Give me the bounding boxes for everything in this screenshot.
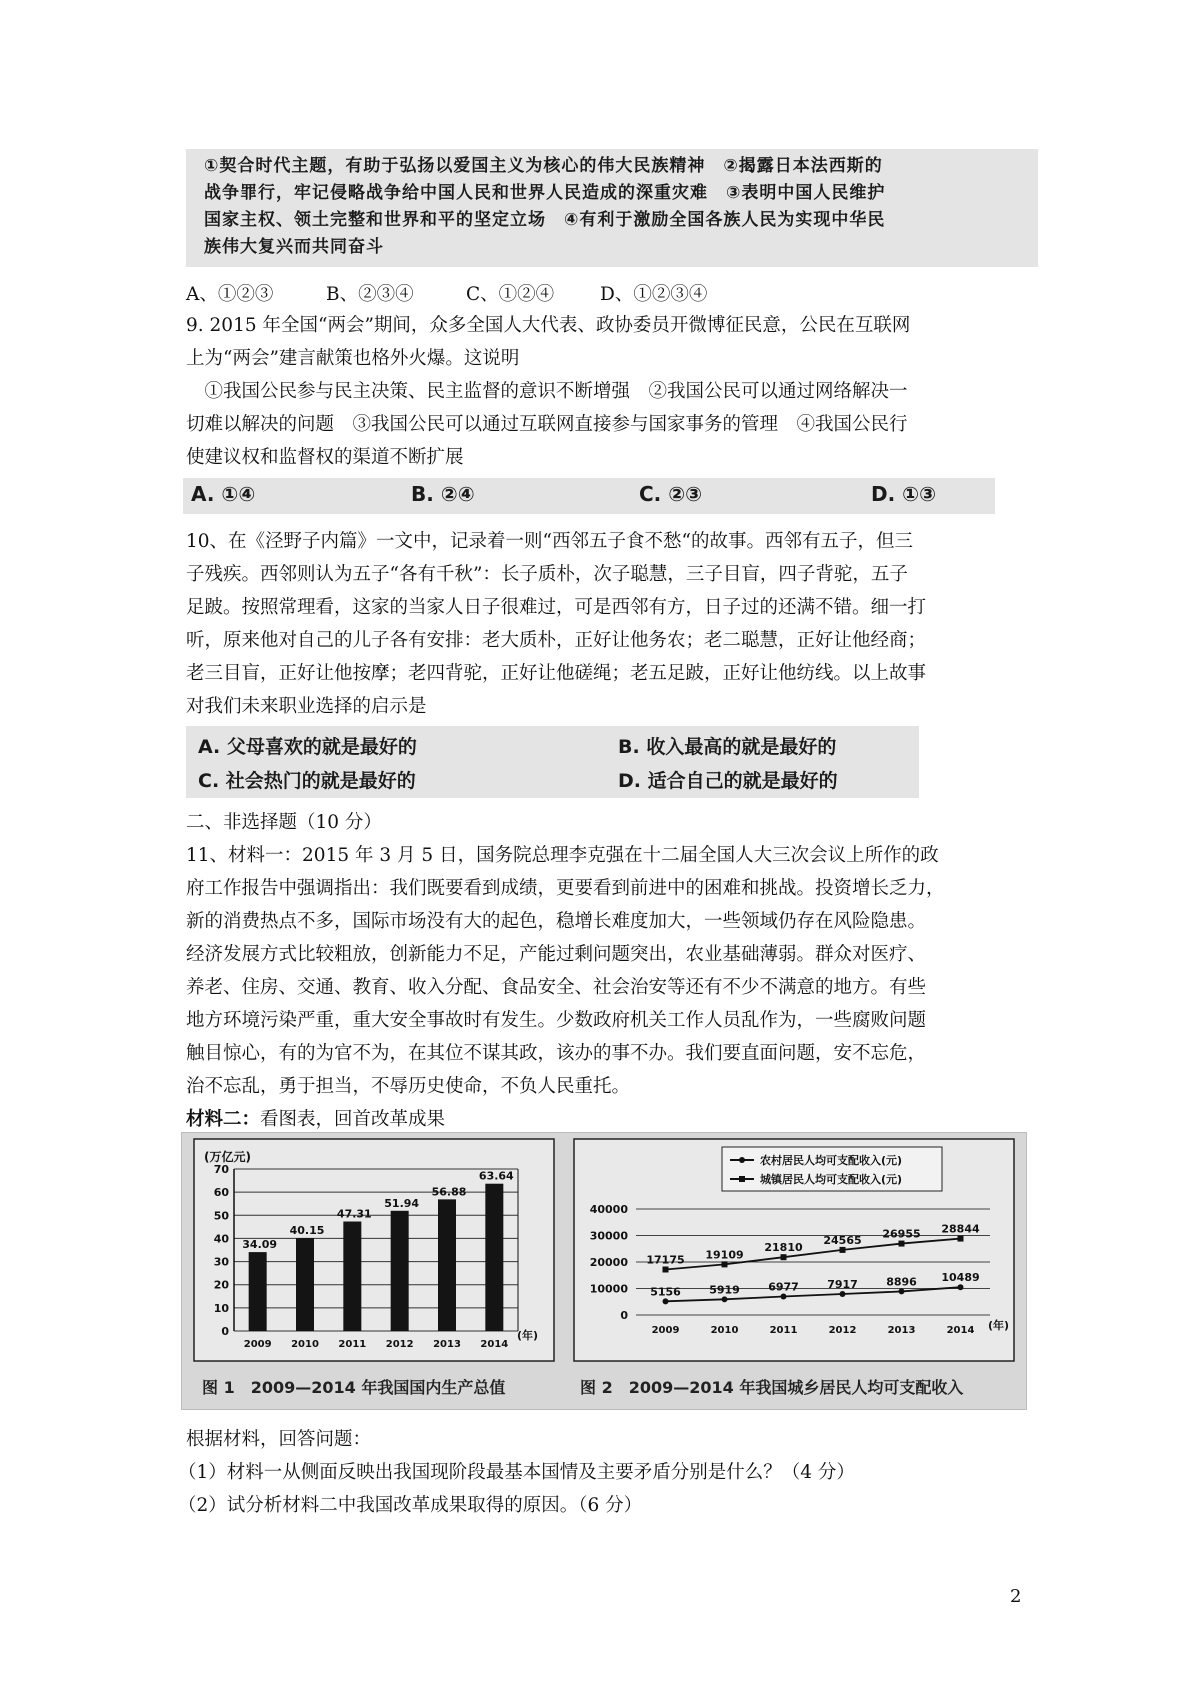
q11-line: 养老、住房、交通、教育、收入分配、食品安全、社会治安等还有不少不满意的地方。有些 — [186, 977, 927, 998]
fig1-xtick: 2013 — [433, 1339, 461, 1350]
fig2-ytick: 30000 — [589, 1229, 628, 1243]
fig1-xtick: 2009 — [243, 1339, 272, 1350]
fig1-ytick: 10 — [213, 1301, 229, 1315]
material-two-text: 看图表，回首改革成果 — [260, 1109, 446, 1130]
fig2-xtick: 2011 — [769, 1325, 798, 1336]
fig1-value-label: 51.94 — [384, 1196, 420, 1210]
legend-label-rural: 农村居民人均可支配收入(元) — [760, 1154, 903, 1167]
q11-subquestion-1: （1）材料一从侧面反映出我国现阶段最基本国情及主要矛盾分别是什么？（4 分） — [178, 1462, 855, 1483]
fig2-rural-point — [722, 1296, 728, 1302]
fig1-xtick: 2010 — [291, 1339, 319, 1350]
fig1-ytick: 20 — [213, 1278, 229, 1292]
fig2-rural-point — [781, 1294, 787, 1300]
material-two-label: 材料二： — [186, 1109, 261, 1130]
q9-option-d: D. ①③ — [871, 482, 937, 506]
q9-option-b: B. ②④ — [411, 482, 475, 506]
q10-line: 10、在《泾野子内篇》一文中，记录着一则“西邻五子食不愁“的故事。西邻有五子，但三 — [186, 531, 913, 552]
q9-options-box — [183, 478, 995, 514]
q9-option-c: C. ②③ — [639, 482, 703, 506]
figures-svg — [182, 1133, 1026, 1409]
fig1-caption: 图 1 2009—2014 年我国国内生产总值 — [202, 1378, 506, 1397]
fig2-rural-point — [663, 1298, 669, 1304]
fig1-bar — [438, 1199, 456, 1331]
q10-line: 老三目盲，正好让他按摩；老四背驼，正好让他磋绳；老五足跛，正好让他纺线。以上故事 — [186, 663, 927, 684]
q8-option-d: D、①②③④ — [600, 284, 708, 305]
fig2-urban-label: 17175 — [646, 1253, 685, 1267]
q8-option-c: C、①②④ — [466, 284, 555, 305]
q11-subquestions — [178, 1456, 1038, 1522]
q11-material-one — [186, 839, 1046, 1103]
fig2-xtick: 2010 — [710, 1325, 739, 1336]
fig2-urban-label: 28844 — [941, 1222, 980, 1236]
legend-marker-rural — [739, 1157, 745, 1163]
fig2-xlabel: (年) — [988, 1319, 1010, 1332]
q9-option-a: A. ①④ — [191, 482, 256, 506]
q9-line: 切难以解决的问题 ③我国公民可以通过互联网直接参与国家事务的管理 ④我国公民行 — [186, 414, 908, 435]
fig2-rural-label: 8896 — [886, 1275, 917, 1289]
q11-line: 经济发展方式比较粗放，创新能力不足，产能过剩问题突出，农业基础薄弱。群众对医疗、 — [186, 944, 927, 965]
fig2-urban-label: 24565 — [823, 1233, 862, 1247]
fig1-bar — [391, 1211, 409, 1331]
q10-line: 听，原来他对自己的儿子各有安排：老大质朴，正好让他务农；老二聪慧，正好让他经商； — [186, 630, 927, 651]
fig2-rural-point — [899, 1288, 905, 1294]
q11-line: 触目惊心，有的为官不为，在其位不谋其政，该办的事不办。我们要直面问题，安不忘危， — [186, 1043, 927, 1064]
legend-label-urban: 城镇居民人均可支配收入(元) — [760, 1173, 903, 1186]
page-number: 2 — [1010, 1586, 1022, 1607]
fig1-ytick: 60 — [213, 1186, 229, 1200]
fig1-value-label: 40.15 — [289, 1224, 325, 1238]
fig2-urban-point — [781, 1254, 787, 1260]
fig1-xtick: 2012 — [385, 1339, 414, 1350]
q11-line: 府工作报告中强调指出：我们既要看到成绩，更要看到前进中的困难和挑战。投资增长乏力， — [186, 878, 945, 899]
fig2-xtick: 2012 — [828, 1325, 857, 1336]
q11-subquestion-2: （2）试分析材料二中我国改革成果取得的原因。（6 分） — [178, 1495, 643, 1516]
q8-statement-box — [186, 149, 1038, 267]
fig2-urban-label: 21810 — [764, 1241, 803, 1255]
fig2-rural-label: 5156 — [650, 1285, 681, 1299]
fig2-urban-point — [722, 1261, 728, 1267]
q11-line: 地方环境污染严重，重大安全事故时有发生。少数政府机关工作人员乱作为，一些腐败问题 — [186, 1010, 927, 1031]
fig2-ytick: 40000 — [589, 1203, 628, 1216]
q10-option-d: D. 适合自己的就是最好的 — [618, 770, 838, 792]
fig2-urban-point — [899, 1241, 905, 1247]
q10-line: 对我们未来职业选择的启示是 — [186, 696, 427, 717]
fig2-rural-label: 5919 — [709, 1283, 740, 1297]
questions-intro: 根据材料，回答问题： — [186, 1429, 372, 1450]
fig1-ytick: 40 — [213, 1232, 229, 1246]
q8-line: 族伟大复兴而共同奋斗 — [204, 237, 384, 257]
fig2-ytick: 20000 — [589, 1256, 628, 1269]
fig1-bar — [249, 1252, 267, 1331]
fig2-rural-point — [958, 1284, 964, 1290]
q9-line: 使建议权和监督权的渠道不断扩展 — [186, 447, 464, 468]
fig2-rural-label: 6977 — [768, 1280, 799, 1294]
fig2-rural-label: 10489 — [941, 1271, 980, 1285]
material-two-figures — [181, 1132, 1027, 1410]
fig1-bar — [485, 1184, 503, 1331]
q9-question — [186, 309, 1046, 474]
q10-line: 子残疾。西邻则认为五子“各有千秋”：长子质朴，次子聪慧，三子目盲，四子背驼，五子 — [186, 564, 908, 585]
fig2-ytick: 10000 — [589, 1282, 628, 1296]
fig2-xtick: 2013 — [887, 1325, 916, 1336]
fig2-ytick: 0 — [620, 1309, 628, 1322]
q11-line: 新的消费热点不多，国际市场没有大的起色，稳增长难度加大，一些领域仍存在风险隐患。 — [186, 911, 927, 932]
fig1-xtick: 2014 — [480, 1339, 509, 1350]
q8-line: ①契合时代主题，有助于弘扬以爱国主义为核心的伟大民族精神 ②揭露日本法西斯的 — [204, 156, 883, 176]
fig2-urban-point — [663, 1266, 669, 1272]
fig2-urban-point — [840, 1247, 846, 1253]
fig1-value-label: 34.09 — [242, 1238, 278, 1252]
q8-line: 战争罪行，牢记侵略战争给中国人民和世界人民造成的深重灾难 ③表明中国人民维护 — [204, 183, 886, 203]
fig1-value-label: 63.64 — [478, 1169, 514, 1183]
q9-line: 上为“两会”建言献策也格外火爆。这说明 — [186, 348, 520, 369]
fig2-xtick: 2014 — [946, 1325, 975, 1336]
fig1-ytick: 0 — [221, 1325, 229, 1338]
fig1-ytick: 70 — [213, 1163, 229, 1176]
fig1-value-label: 47.31 — [336, 1207, 372, 1221]
q8-line: 国家主权、领土完整和世界和平的坚定立场 ④有利于激励全国各族人民为实现中华民 — [204, 210, 886, 230]
q9-line: 9. 2015 年全国“两会”期间，众多全国人大代表、政协委员开微博征民意，公民在互联网 — [186, 315, 911, 336]
fig1-ytick: 30 — [213, 1255, 229, 1269]
q11-line: 治不忘乱，勇于担当，不辱历史使命，不负人民重托。 — [186, 1076, 631, 1097]
legend-marker-urban — [739, 1176, 745, 1182]
fig2-urban-label: 19109 — [705, 1248, 744, 1262]
fig2-urban-point — [958, 1236, 964, 1242]
fig1-value-label: 56.88 — [431, 1185, 467, 1199]
q10-option-c: C. 社会热门的就是最好的 — [198, 770, 416, 792]
fig2-rural-label: 7917 — [827, 1278, 858, 1292]
q10-line: 足跛。按照常理看，这家的当家人日子很难过，可是西邻有方，日子过的还满不错。细一打 — [186, 597, 927, 618]
q10-options-box — [186, 726, 919, 798]
q9-line: ①我国公民参与民主决策、民主监督的意识不断增强 ②我国公民可以通过网络解决一 — [186, 381, 908, 402]
fig1-bar — [343, 1222, 361, 1331]
q8-option-b: B、②③④ — [326, 284, 414, 305]
q11-line: 11、材料一：2015 年 3 月 5 日，国务院总理李克强在十二届全国人大三次会议上所作的政 — [186, 845, 939, 866]
fig1-ytick: 50 — [213, 1209, 229, 1223]
fig2-caption: 图 2 2009—2014 年我国城乡居民人均可支配收入 — [580, 1378, 964, 1397]
fig2-xtick: 2009 — [651, 1325, 680, 1336]
fig1-xtick: 2011 — [338, 1339, 367, 1350]
q10-option-b: B. 收入最高的就是最好的 — [618, 736, 837, 758]
fig2-urban-label: 26955 — [882, 1227, 921, 1241]
fig1-ylabel: (万亿元) — [204, 1150, 251, 1164]
q10-question — [186, 525, 1046, 723]
q10-option-a: A. 父母喜欢的就是最好的 — [198, 736, 417, 758]
fig1-bar — [296, 1238, 314, 1331]
q8-option-a: A、①②③ — [186, 284, 274, 305]
fig2-rural-point — [840, 1291, 846, 1297]
section2-title: 二、非选择题（10 分） — [186, 812, 382, 833]
fig1-xlabel: (年) — [517, 1329, 539, 1342]
